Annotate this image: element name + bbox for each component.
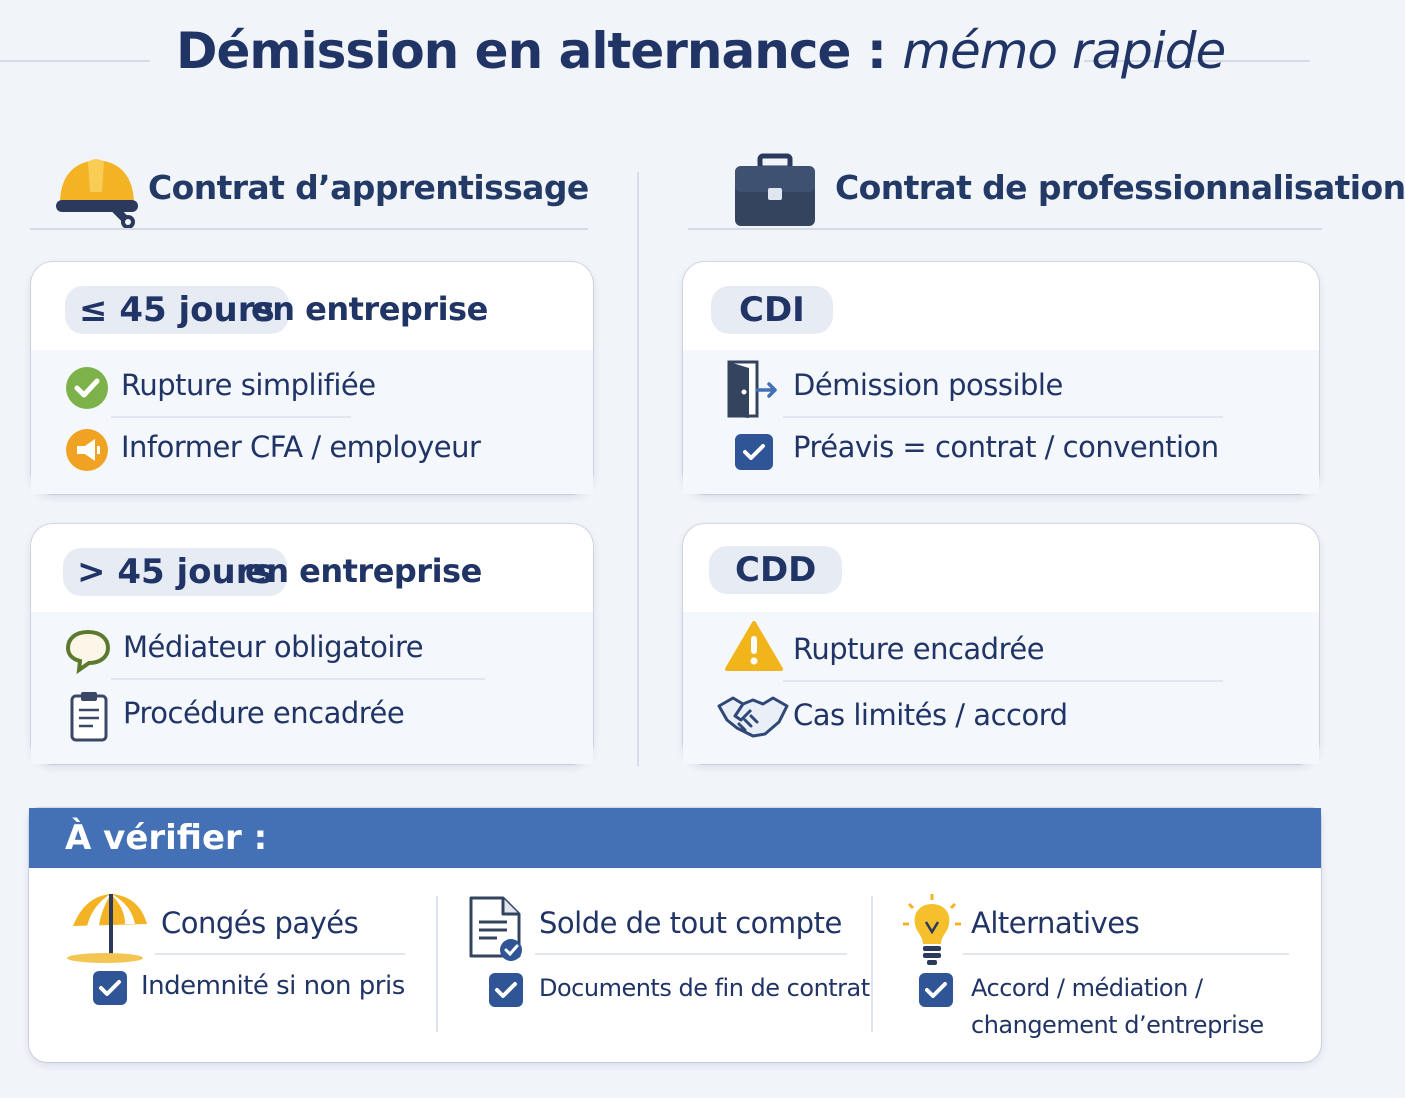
clipboard-icon	[69, 690, 109, 746]
checkbox-documents	[489, 973, 523, 1007]
beach-umbrella-icon	[65, 890, 151, 970]
card-cdd	[683, 524, 1319, 764]
warning-icon	[725, 620, 783, 676]
row-divider	[155, 953, 405, 955]
item-procedure: Procédure encadrée	[123, 696, 405, 730]
handshake-icon	[717, 692, 789, 744]
verify-col2-title: Solde de tout compte	[539, 906, 842, 940]
card-head	[31, 524, 593, 612]
item-demission-possible: Démission possible	[793, 368, 1063, 402]
card-head	[683, 524, 1319, 612]
apprentissage-title: Contrat d’apprentissage	[148, 168, 589, 207]
row-divider	[111, 416, 351, 418]
verify-col2-sub: Documents de fin de contrat	[539, 974, 870, 1002]
item-mediateur: Médiateur obligatoire	[123, 630, 424, 664]
item-rupture-encadree: Rupture encadrée	[793, 632, 1045, 666]
page-title-emphasis: mémo rapide	[902, 22, 1226, 80]
verify-col1-title: Congés payés	[161, 906, 359, 940]
card-cdi	[683, 262, 1319, 494]
checkbox-indemnite	[93, 971, 127, 1005]
pill-suffix: en entreprise	[245, 552, 482, 590]
item-cas-limites: Cas limités / accord	[793, 698, 1068, 732]
item-informer-cfa: Informer CFA / employeur	[121, 430, 481, 464]
pill-cdd: CDD	[709, 546, 842, 594]
check-circle-icon	[65, 366, 109, 414]
card-short-stay	[31, 262, 593, 494]
page-title-main: Démission en alternance :	[176, 22, 886, 80]
item-preavis: Préavis = contrat / convention	[793, 430, 1219, 464]
verify-col3-sub-line2: changement d’entreprise	[971, 1011, 1264, 1039]
pill-cdi: CDI	[711, 286, 833, 334]
megaphone-icon	[65, 428, 109, 476]
card-head	[683, 262, 1319, 350]
verify-divider-1	[436, 896, 438, 1032]
item-rupture-simplifiee: Rupture simplifiée	[121, 368, 376, 402]
page-title	[176, 22, 1225, 80]
exit-door-icon	[725, 358, 781, 424]
row-divider	[535, 953, 847, 955]
verify-panel	[29, 808, 1321, 1062]
apprentissage-rule	[30, 228, 588, 230]
verify-col3-sub-line1: Accord / médiation /	[971, 974, 1203, 1002]
briefcase-icon	[732, 152, 818, 234]
card-long-stay	[31, 524, 593, 764]
pill-long-stay: > 45 jours	[63, 548, 287, 596]
lightbulb-icon	[901, 892, 963, 972]
verify-col3-title: Alternatives	[971, 906, 1140, 940]
card-body	[683, 612, 1319, 764]
pill-suffix: en entreprise	[251, 290, 488, 328]
card-head	[31, 262, 593, 350]
verify-title: À vérifier :	[65, 818, 268, 858]
card-body	[31, 612, 593, 764]
speech-bubble-icon	[65, 628, 111, 678]
checkbox-alternatives	[919, 973, 953, 1007]
verify-header	[29, 808, 1321, 868]
card-body	[31, 350, 593, 494]
professionnalisation-rule	[688, 228, 1322, 230]
hard-hat-icon	[54, 152, 140, 234]
professionnalisation-title: Contrat de professionnalisation	[835, 168, 1405, 207]
document-check-icon	[467, 894, 525, 966]
row-divider	[111, 678, 485, 680]
row-divider	[783, 416, 1223, 418]
row-divider	[783, 680, 1223, 682]
checkbox-preavis	[735, 434, 773, 470]
row-divider	[963, 953, 1289, 955]
verify-col1-sub: Indemnité si non pris	[141, 971, 405, 1001]
title-rule-left	[0, 60, 150, 62]
center-divider	[637, 172, 639, 766]
pill-short-stay: ≤ 45 jours	[65, 286, 289, 334]
verify-divider-2	[871, 896, 873, 1032]
card-body	[683, 350, 1319, 494]
